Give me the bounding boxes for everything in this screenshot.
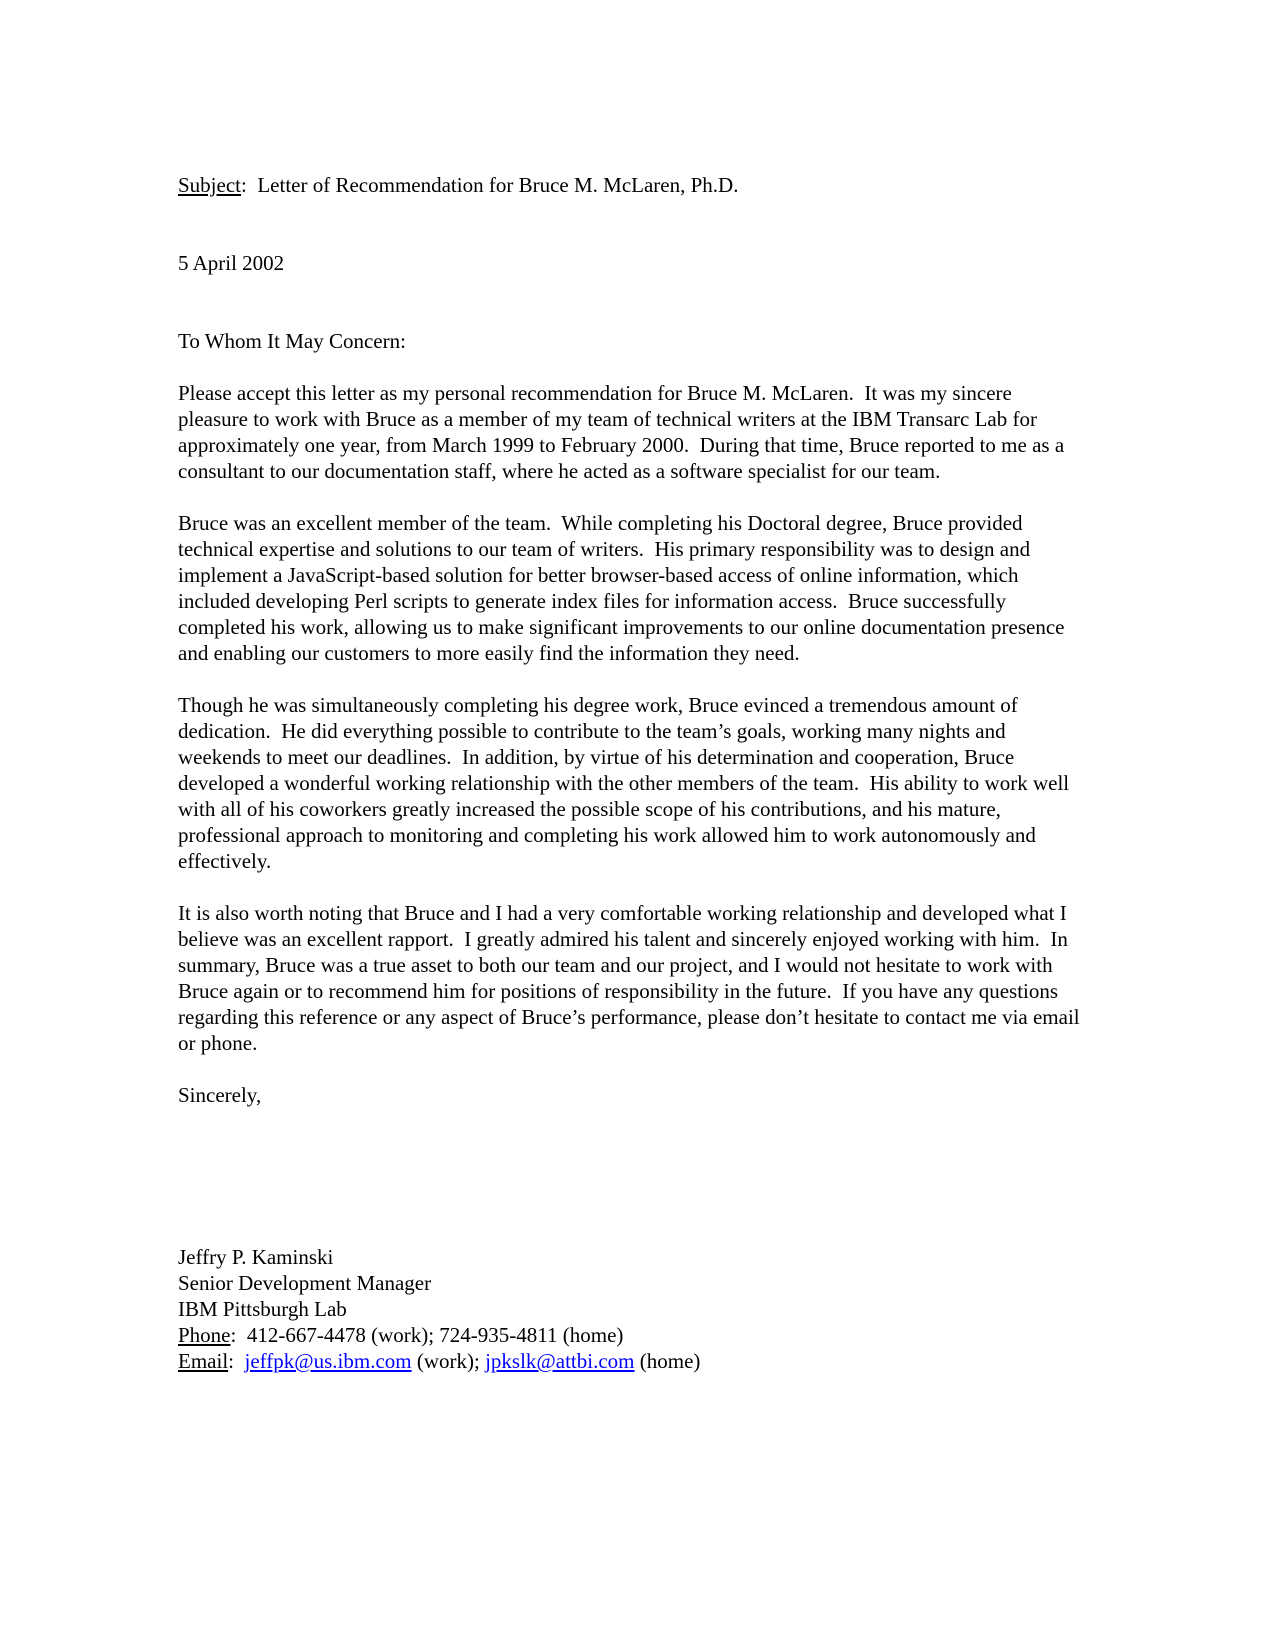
subject-text: Letter of Recommendation for Bruce M. McLaren, Ph.D. xyxy=(257,173,739,197)
email-home-suffix: (home) xyxy=(634,1349,701,1373)
signature-name: Jeffry P. Kaminski xyxy=(178,1245,334,1269)
email-work-link[interactable]: jeffpk@us.ibm.com xyxy=(244,1349,412,1373)
closing: Sincerely, xyxy=(178,1083,262,1107)
phone-line xyxy=(178,1322,1083,1348)
letter-content xyxy=(178,172,1083,1374)
signature-block xyxy=(178,1244,1083,1374)
phone-numbers: 412-667-4478 (work); 724-935-4811 (home) xyxy=(246,1323,624,1347)
signature-organization: IBM Pittsburgh Lab xyxy=(178,1297,347,1321)
body-paragraph-4: It is also worth noting that Bruce and I had a very comfortable working relationship and developed what I believe was an excellent rapport. I greatly admired his talent and sincerely enjoyed working with him. In summary, Bruce was a true asset to both our team and our project, and I would not hesitate to work with Bruce again or to recommend him for positions of responsibility in the future. If you have any questions regarding this reference or any aspect of Bruce’s performance, please don’t hesitate to contact me via email or phone. xyxy=(178,901,1085,1055)
subject-separator: : xyxy=(241,173,258,197)
phone-label: Phone xyxy=(178,1323,231,1347)
subject-line xyxy=(178,172,1083,198)
email-home-link[interactable]: jpkslk@attbi.com xyxy=(485,1349,635,1373)
subject-label: Subject xyxy=(178,173,241,197)
email-line xyxy=(178,1348,1083,1374)
signature-title: Senior Development Manager xyxy=(178,1271,432,1295)
email-work-suffix: (work); xyxy=(411,1349,486,1373)
salutation: To Whom It May Concern: xyxy=(178,329,406,353)
body-paragraph-1: Please accept this letter as my personal recommendation for Bruce M. McLaren. It was my sincere pleasure to work with Bruce as a member of my team of technical writers at the IBM Transarc Lab for approximately one year, from March 1999 to February 2000. During that time, Bruce reported to me as a consultant to our documentation staff, where he acted as a software specialist for our team. xyxy=(178,381,1070,483)
phone-separator: : xyxy=(230,1323,247,1347)
email-separator: : xyxy=(228,1349,245,1373)
body-paragraph-2: Bruce was an excellent member of the team. While completing his Doctoral degree, Bruce provided technical expertise and solutions to our team of writers. His primary responsibility was to design and implement a JavaScript-based solution for better browser-based access of online information, which included developing Perl scripts to generate index files for information access. Bruce successfully completed his work, allowing us to make significant improvements to our online documentation presence and enabling our customers to more easily find the information they need. xyxy=(178,511,1070,665)
body-paragraph-3: Though he was simultaneously completing his degree work, Bruce evinced a tremendous amount of dedication. He did everything possible to contribute to the team’s goals, working many nights and weekends to meet our deadlines. In addition, by virtue of his determination and cooperation, Bruce developed a wonderful working relationship with the other members of the team. His ability to work well with all of his coworkers greatly increased the possible scope of his contributions, and his mature, professional approach to monitoring and completing his work allowed him to work autonomously and effectively. xyxy=(178,693,1075,873)
letter-date: 5 April 2002 xyxy=(178,251,285,275)
email-label: Email xyxy=(178,1349,229,1373)
